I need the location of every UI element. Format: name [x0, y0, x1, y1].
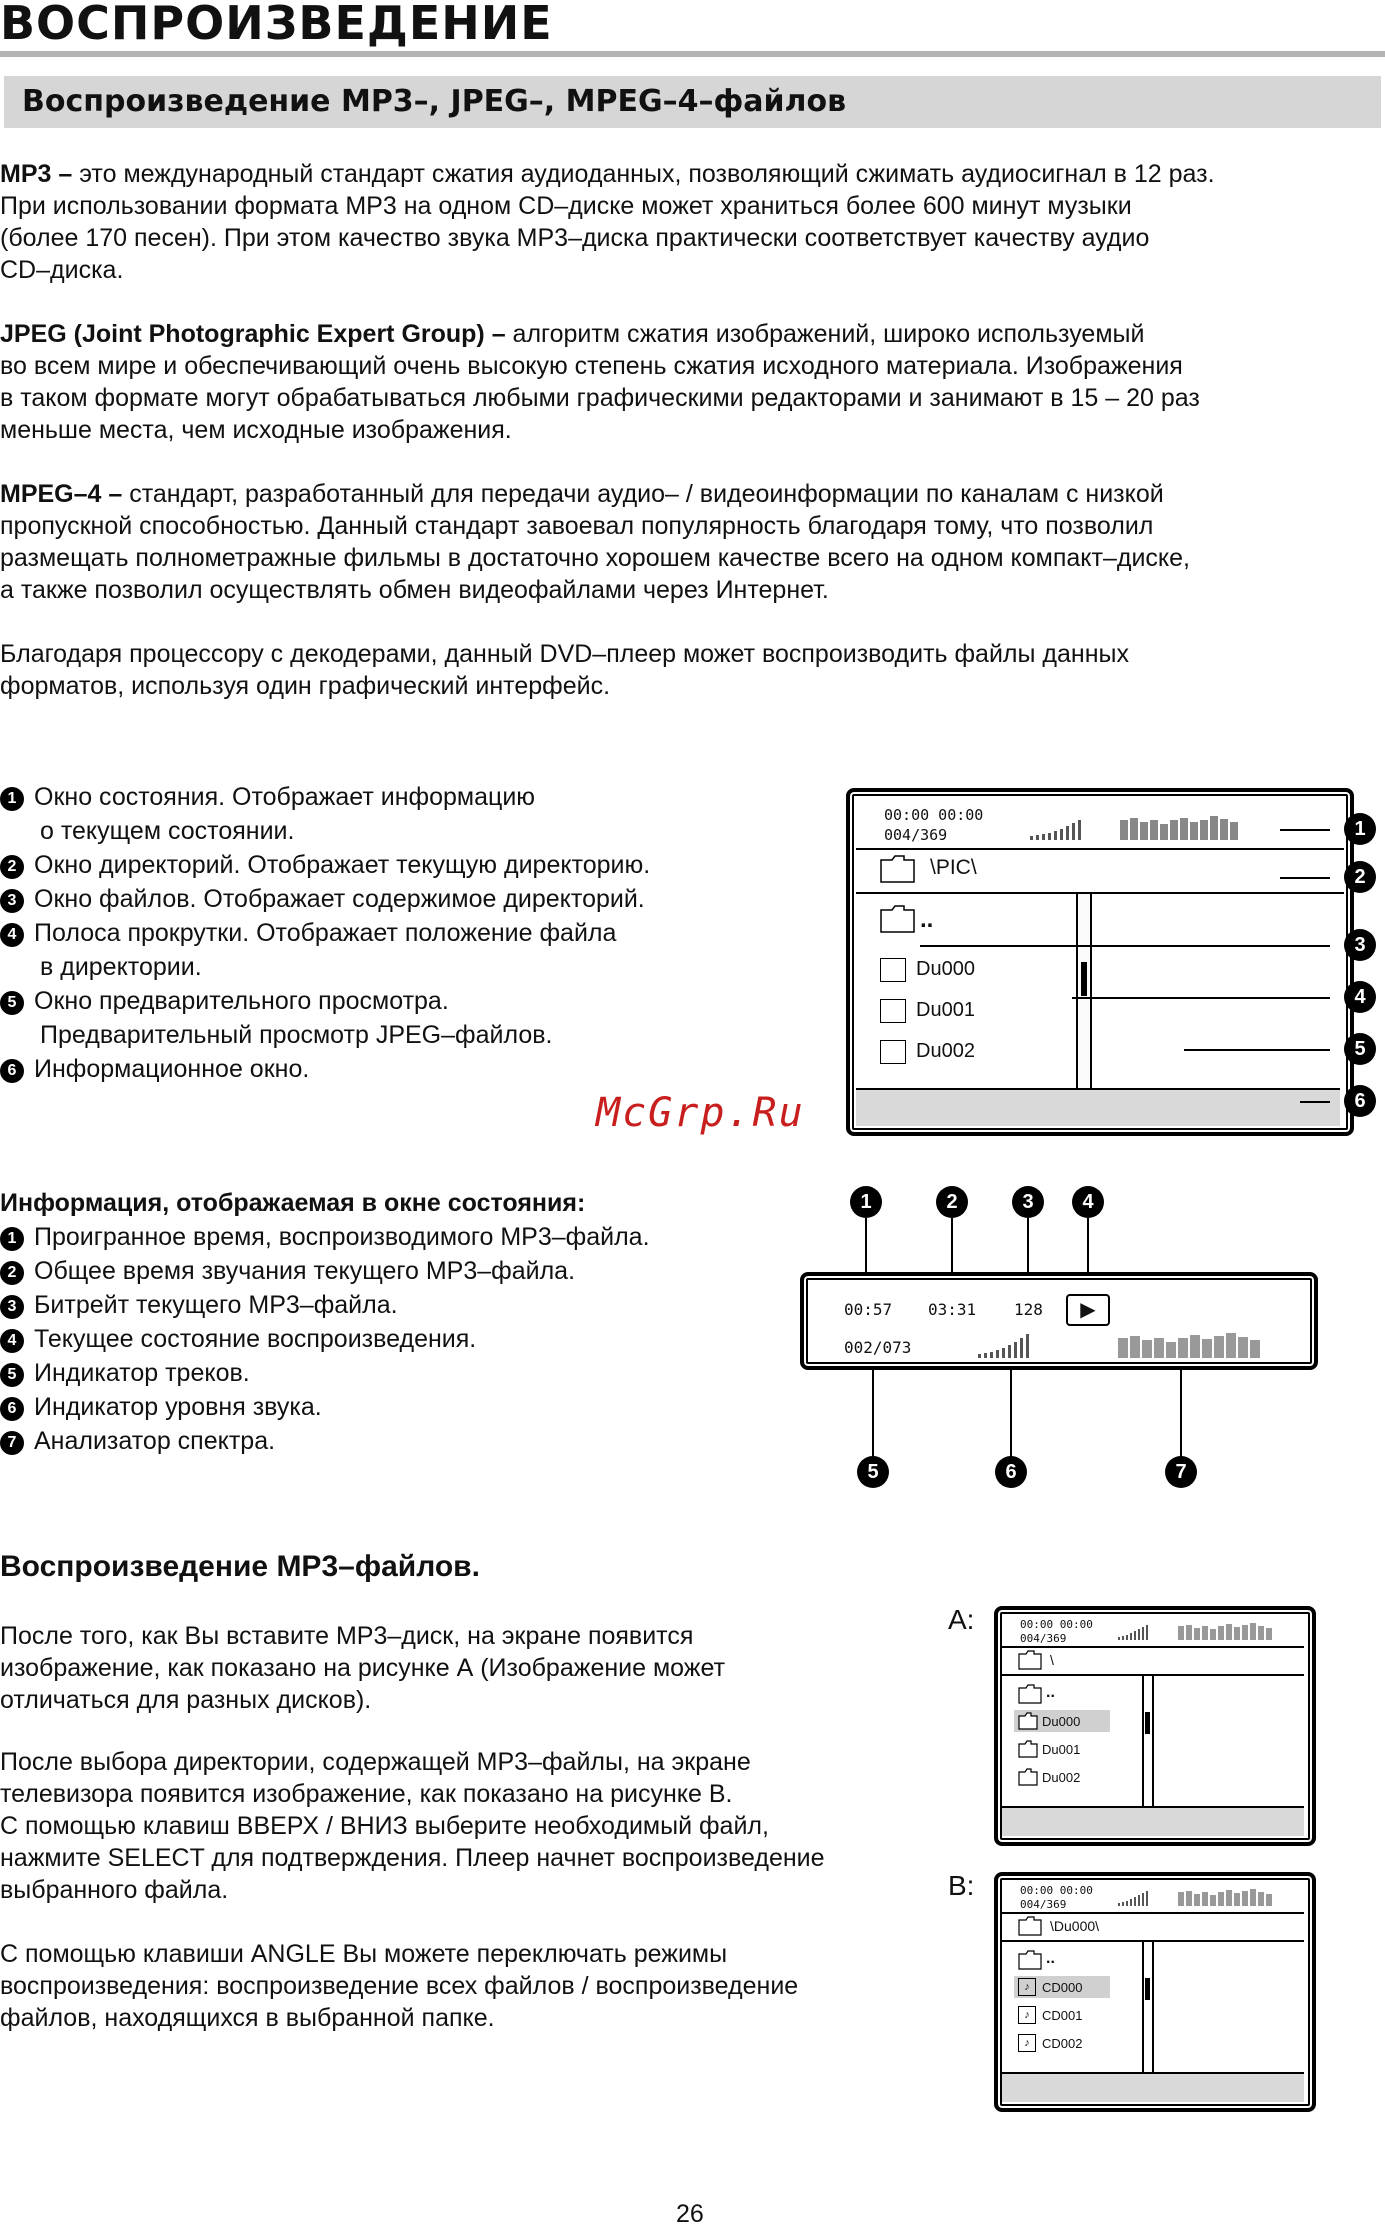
scrollbar[interactable]: [1142, 1942, 1154, 2072]
status-info-title: Информация, отображаемая в окне состояния:: [0, 1189, 586, 1217]
callout-marker: 1: [1344, 813, 1376, 845]
callout-marker: 3: [1012, 1186, 1044, 1218]
folder-icon: [880, 904, 916, 934]
item-text: Битрейт текущего MP3–файла.: [34, 1291, 398, 1319]
mp3-section-title: Воспроизведение MP3–файлов.: [0, 1550, 480, 1583]
music-note-icon: ♪: [1018, 2006, 1036, 2024]
list-item: [0, 882, 650, 916]
text-line: нажмите SELECT для подтверждения. Плеер начнет воспроизведение: [0, 1844, 825, 1872]
item-text: Окно предварительного просмотра.: [34, 987, 449, 1015]
list-item: [0, 1390, 650, 1424]
text-line: меньше места, чем исходные изображения.: [0, 416, 512, 444]
spectrum-icon: [978, 1328, 1298, 1360]
level-meter-icon: [1118, 1886, 1298, 1908]
item-number: 1: [0, 787, 24, 811]
list-item: [0, 1356, 650, 1390]
item-text: Полоса прокрутки. Отображает положение файла: [34, 919, 617, 947]
camera-icon: [880, 1040, 906, 1064]
player-screen-b: [994, 1872, 1316, 2112]
text-line: После того, как Вы вставите MP3–диск, на экране появится: [0, 1622, 694, 1650]
music-note-icon: ♪: [1018, 1978, 1036, 1996]
camera-icon: [880, 999, 906, 1023]
text-line: это международный стандарт сжатия аудиоданных, позволяющий сжимать аудиосигнал в 12 раз.: [72, 160, 1215, 188]
bitrate: 128: [1014, 1300, 1043, 1319]
callout-marker: 4: [1072, 1186, 1104, 1218]
file-window: [856, 894, 1078, 1088]
status-time: 00:00 00:00: [1020, 1618, 1093, 1631]
play-state-icon: ▶: [1066, 1294, 1110, 1326]
scrollbar-thumb[interactable]: [1145, 1712, 1150, 1734]
current-directory: \PIC\: [930, 856, 977, 879]
file-item[interactable]: Du001: [1042, 1742, 1081, 1757]
folder-icon: [1018, 1916, 1042, 1936]
item-text: Проигранное время, воспроизводимого MP3–файла.: [34, 1223, 650, 1251]
status-track: 004/369: [884, 826, 948, 844]
mp3-paragraph-1: [0, 1620, 920, 1716]
item-text: Анализатор спектра.: [34, 1427, 276, 1455]
list-item: [0, 780, 650, 814]
text-line: телевизора появится изображение, как показано на рисунке В.: [0, 1780, 733, 1808]
item-text: Информационное окно.: [34, 1055, 310, 1083]
camera-icon: [880, 958, 906, 982]
track-indicator: 002/073: [844, 1338, 912, 1357]
file-item[interactable]: Du001: [916, 999, 975, 1021]
item-text: Текущее состояние воспроизведения.: [34, 1325, 477, 1353]
item-number: 2: [0, 855, 24, 879]
title-rule: [0, 51, 1385, 57]
folder-icon: [1018, 1650, 1042, 1670]
total-time: 03:31: [928, 1300, 977, 1319]
item-number: 3: [0, 1295, 24, 1319]
callout-marker: 5: [857, 1456, 889, 1488]
scrollbar-thumb[interactable]: [1081, 962, 1087, 996]
list-item: [0, 1322, 650, 1356]
item-number: 7: [0, 1431, 24, 1455]
item-text: Окно состояния. Отображает информацию: [34, 783, 536, 811]
item-number: 4: [0, 923, 24, 947]
text-line: воспроизведения: воспроизведение всех файлов / воспроизведение: [0, 1972, 799, 2000]
folder-icon: [1018, 1684, 1042, 1704]
item-number: 5: [0, 991, 24, 1015]
folder-icon: [1018, 1740, 1038, 1758]
elapsed-time: 00:57: [844, 1300, 893, 1319]
text-line: С помощью клавиш ВВЕРХ / ВНИЗ выберите необходимый файл,: [0, 1812, 769, 1840]
callout-marker: 7: [1165, 1456, 1197, 1488]
level-meter-icon: [1030, 810, 1300, 842]
text-line: стандарт, разработанный для передачи аудио– / видеоинформации по каналам с низкой: [122, 480, 1164, 508]
figure-a-label: A:: [948, 1604, 975, 1635]
file-item[interactable]: Du002: [916, 1040, 975, 1062]
status-time: 00:00 00:00: [884, 806, 984, 824]
list-item: [0, 1288, 650, 1322]
folder-icon: [880, 854, 916, 884]
item-text: о текущем состоянии.: [40, 817, 295, 845]
current-directory: \: [1050, 1652, 1054, 1668]
info-window: [1002, 2072, 1304, 2102]
item-text: Индикатор треков.: [34, 1359, 250, 1387]
text-line: С помощью клавиши ANGLE Вы можете переключать режимы: [0, 1940, 728, 1968]
folder-icon: [1018, 1950, 1042, 1970]
item-number: 4: [0, 1329, 24, 1353]
parent-dir-item[interactable]: ..: [1046, 1684, 1055, 1701]
file-item[interactable]: CD000: [1042, 1980, 1083, 1995]
callout-marker: 6: [1344, 1085, 1376, 1117]
item-number: 3: [0, 889, 24, 913]
mp3-paragraph-3: [0, 1938, 940, 2034]
list-item: [0, 916, 650, 950]
callout-marker: 4: [1344, 981, 1376, 1013]
file-item[interactable]: CD001: [1042, 2008, 1083, 2023]
text-line: в таком формате могут обрабатываться любыми графическими редакторами и занимают в 15 – 20 раз: [0, 384, 1200, 412]
text-line: файлов, находящихся в выбранной папке.: [0, 2004, 495, 2032]
text-line: После выбора директории, содержащей MP3–файлы, на экране: [0, 1748, 751, 1776]
item-text: Предварительный просмотр JPEG–файлов.: [40, 1021, 553, 1049]
jpeg-paragraph: [0, 318, 1380, 446]
text-line: форматов, используя один графический интерфейс.: [0, 672, 611, 700]
callout-marker: 2: [936, 1186, 968, 1218]
mp3-paragraph: [0, 158, 1380, 286]
item-number: 6: [0, 1059, 24, 1083]
figure-b-label: B:: [948, 1870, 975, 1901]
player-screen-main: [846, 788, 1354, 1136]
folder-icon: [1018, 1712, 1038, 1730]
mp3-term: MP3 –: [0, 160, 73, 188]
file-item[interactable]: Du002: [1042, 1770, 1081, 1785]
list-item: [0, 1052, 650, 1086]
list-item: [0, 1254, 650, 1288]
list-item: [0, 1220, 650, 1254]
file-item[interactable]: Du000: [916, 958, 975, 980]
item-number: 1: [0, 1227, 24, 1251]
item-text: Общее время звучания текущего MP3–файла.: [34, 1257, 576, 1285]
status-track: 004/369: [1020, 1898, 1067, 1911]
info-window: [856, 1088, 1340, 1126]
page-title: ВОСПРОИЗВЕДЕНИЕ: [0, 0, 553, 50]
item-text: Окно файлов. Отображает содержимое директорий.: [34, 885, 645, 913]
text-line: алгоритм сжатия изображений, широко используемый: [505, 320, 1145, 348]
file-item[interactable]: CD002: [1042, 2036, 1083, 2051]
scrollbar[interactable]: [1142, 1676, 1154, 1806]
folder-icon: [1018, 1768, 1038, 1786]
status-window: [800, 1272, 1318, 1370]
section-title: Воспроизведение MP3–, JPEG–, MPEG–4–файлов: [22, 84, 847, 119]
text-line: При использовании формата MP3 на одном CD–диске может храниться более 600 минут музыки: [0, 192, 1132, 220]
interface-list: [0, 780, 650, 1086]
status-info-list: [0, 1186, 650, 1458]
text-line: во всем мире и обеспечивающий очень высокую степень сжатия исходного материала. Изображения: [0, 352, 1183, 380]
callout-marker: 2: [1344, 861, 1376, 893]
status-track: 004/369: [1020, 1632, 1067, 1645]
callout-marker: 6: [995, 1456, 1027, 1488]
info-window: [1002, 1806, 1304, 1836]
player-screen-a: [994, 1606, 1316, 1846]
item-text: в директории.: [40, 953, 202, 981]
text-line: отличаться для разных дисков).: [0, 1686, 372, 1714]
text-line: размещать полнометражные фильмы в достаточно хорошем качестве всего на одном компакт–диске,: [0, 544, 1190, 572]
text-line: выбранного файла.: [0, 1876, 229, 1904]
list-item: [0, 984, 650, 1018]
item-number: 2: [0, 1261, 24, 1285]
text-line: пропускной способностью. Данный стандарт завоевал популярность благодаря тому, что позволил: [0, 512, 1154, 540]
text-line: CD–диска.: [0, 256, 124, 284]
text-line: Благодаря процессору с декодерами, данный DVD–плеер может воспроизводить файлы данных: [0, 640, 1130, 668]
text-line: а также позволил осуществлять обмен видеофайлами через Интернет.: [0, 576, 829, 604]
mp3-paragraph-2: [0, 1746, 940, 1906]
page-number: 26: [676, 2200, 704, 2228]
mpeg4-term: MPEG–4 –: [0, 480, 123, 508]
processor-paragraph: [0, 638, 1380, 702]
item-text: Индикатор уровня звука.: [34, 1393, 322, 1421]
item-number: 5: [0, 1363, 24, 1387]
text-line: изображение, как показано на рисунке А (Изображение может: [0, 1654, 726, 1682]
scrollbar-thumb[interactable]: [1145, 1978, 1150, 2000]
text-line: (более 170 песен). При этом качество звука MP3–диска практически соответствует качеству аудио: [0, 224, 1150, 252]
item-number: 6: [0, 1397, 24, 1421]
level-meter-icon: [1118, 1620, 1298, 1642]
callout-marker: 1: [850, 1186, 882, 1218]
scrollbar[interactable]: [1078, 894, 1092, 1088]
callout-marker: 5: [1344, 1033, 1376, 1065]
list-item: [0, 848, 650, 882]
status-time: 00:00 00:00: [1020, 1884, 1093, 1897]
parent-dir-item[interactable]: ..: [920, 906, 934, 933]
music-note-icon: ♪: [1018, 2034, 1036, 2052]
list-item: [0, 1424, 650, 1458]
jpeg-term: JPEG (Joint Photographic Expert Group) –: [0, 320, 506, 348]
item-text: Окно директорий. Отображает текущую директорию.: [34, 851, 651, 879]
watermark: McGrp.Ru: [596, 1090, 805, 1136]
current-directory: \Du000\: [1050, 1918, 1100, 1934]
file-item[interactable]: Du000: [1042, 1714, 1081, 1729]
mpeg4-paragraph: [0, 478, 1380, 606]
parent-dir-item[interactable]: ..: [1046, 1950, 1055, 1967]
callout-marker: 3: [1344, 929, 1376, 961]
